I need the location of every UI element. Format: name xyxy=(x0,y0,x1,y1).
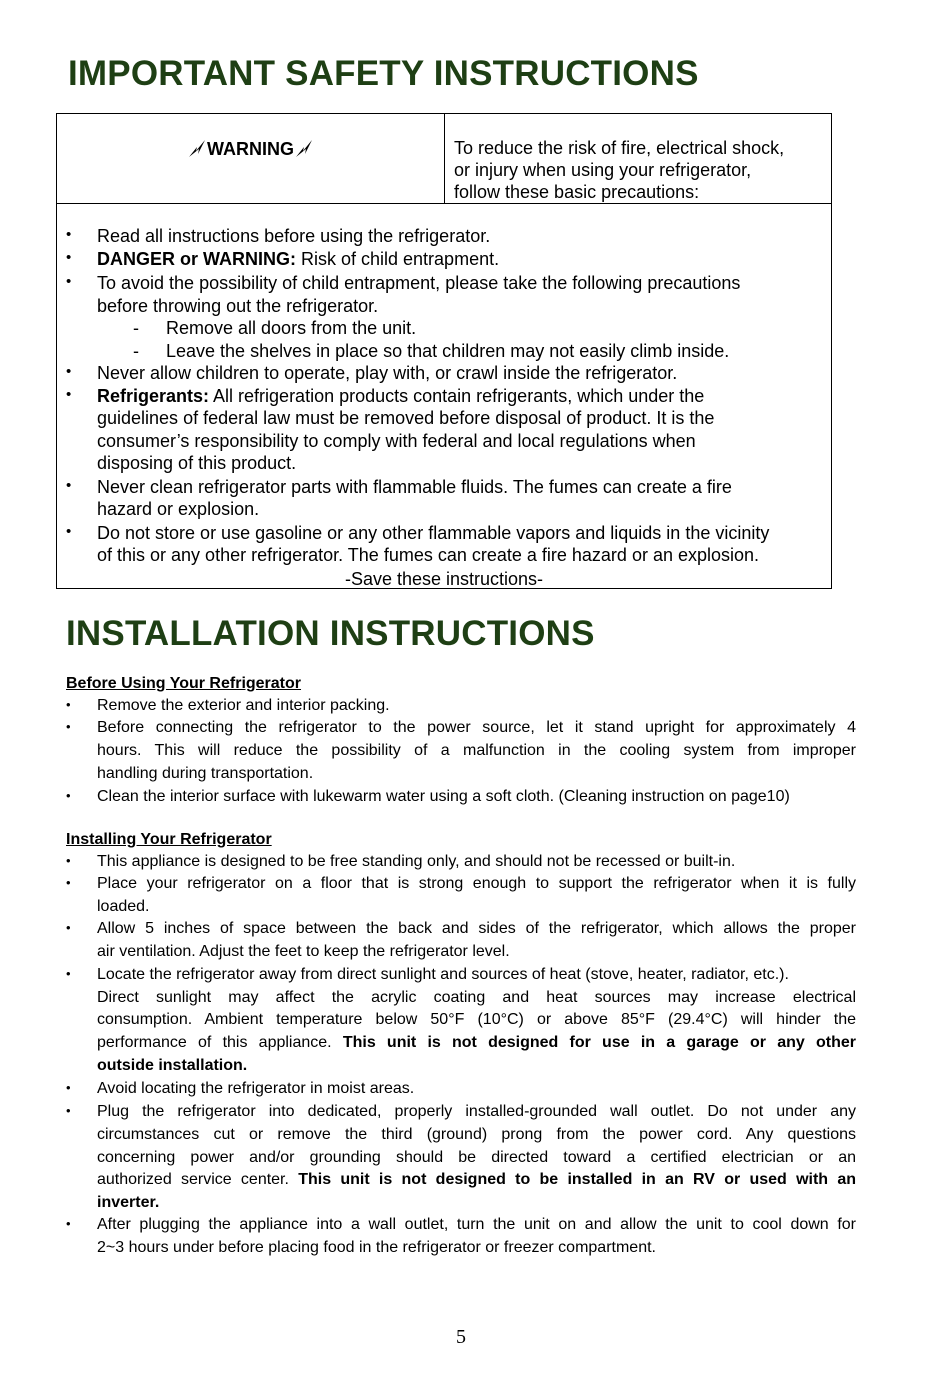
sub-item-dash: - xyxy=(133,318,139,338)
list-item-text: Before connecting the refrigerator to the power source, let it stand upright for approximately 4 xyxy=(97,719,856,736)
list-item-text: This appliance is designed to be free standing only, and should not be recessed or built-in. xyxy=(97,853,736,870)
list-item-text: before throwing out the refrigerator. xyxy=(97,296,379,316)
list-item-text: Plug the refrigerator into dedicated, properly installed-grounded wall outlet. Do not under any xyxy=(97,1103,856,1120)
bullet: • xyxy=(66,226,72,243)
list-item-text: Avoid locating the refrigerator in moist areas. xyxy=(97,1080,415,1097)
sub-item-text: Leave the shelves in place so that children may not easily climb inside. xyxy=(166,341,730,361)
refrigerants-label: Refrigerants: xyxy=(97,386,210,406)
list-item-text: Never allow children to operate, play with, or crawl inside the refrigerator. xyxy=(97,363,678,383)
list-item-text: Locate the refrigerator away from direct sunlight and sources of heat (stove, heater, radiator, etc.). xyxy=(97,966,789,983)
safety-warning-box xyxy=(56,113,832,589)
list-item-text xyxy=(97,1057,247,1075)
warning-precaution-text xyxy=(454,137,824,203)
list-item-text: of this or any other refrigerator. The fumes can create a fire hazard or an explosion. xyxy=(97,545,760,565)
list-item-text: Place your refrigerator on a floor that is strong enough to support the refrigerator when it is fully xyxy=(97,875,856,892)
list-item-text: air ventilation. Adjust the feet to keep the refrigerator level. xyxy=(97,943,510,960)
list-item-text: Read all instructions before using the refrigerator. xyxy=(97,226,491,246)
lightning-icon xyxy=(294,138,314,158)
list-item-text-plain: performance of this appliance. xyxy=(97,1034,343,1051)
bullet: • xyxy=(66,788,71,803)
list-item-text: handling during transportation. xyxy=(97,765,314,782)
bullet: • xyxy=(66,1216,71,1231)
danger-label: DANGER or WARNING: xyxy=(97,249,296,269)
list-item-text: concerning power and/or grounding should be directed toward a certified electrician or an xyxy=(97,1149,856,1166)
list-item-text xyxy=(97,249,499,270)
list-item-text-rest: Risk of child entrapment. xyxy=(296,249,500,269)
bullet: • xyxy=(66,386,72,403)
page-number: 5 xyxy=(456,1326,466,1348)
bullet: • xyxy=(66,920,71,935)
sub-item-text: Remove all doors from the unit. xyxy=(166,318,417,338)
warning-text-line: To reduce the risk of fire, electrical shock, xyxy=(454,138,785,158)
list-item-text: 2~3 hours under before placing food in the refrigerator or freezer compartment. xyxy=(97,1239,656,1256)
before-using-heading: Before Using Your Refrigerator xyxy=(66,675,302,692)
bullet: • xyxy=(66,719,71,734)
rv-warning-text: inverter. xyxy=(97,1194,160,1211)
bullet: • xyxy=(66,249,72,266)
lightning-icon xyxy=(187,138,207,158)
list-item-text xyxy=(97,1034,856,1052)
garage-warning-text: outside installation. xyxy=(97,1057,248,1074)
list-item-text: Do not store or use gasoline or any other flammable vapors and liquids in the vicinity xyxy=(97,523,770,543)
list-item-text-plain: authorized service center. xyxy=(97,1171,299,1188)
list-item-text xyxy=(97,1171,856,1189)
list-item-text: guidelines of federal law must be removed before disposal of product. It is the xyxy=(97,408,715,428)
bullet: • xyxy=(66,1103,71,1118)
list-item-text: Never clean refrigerator parts with flammable fluids. The fumes can create a fire xyxy=(97,477,732,497)
list-item-text: hours. This will reduce the possibility of a malfunction in the cooling system from improper xyxy=(97,742,856,759)
list-item-text: Direct sunlight may affect the acrylic coating and heat sources may increase electrical xyxy=(97,989,856,1006)
header-divider xyxy=(444,114,445,203)
bullet: • xyxy=(66,853,71,868)
list-item-text-rest: All refrigeration products contain refrigerants, which under the xyxy=(209,386,705,406)
list-item-text: After plugging the appliance into a wall outlet, turn the unit on and allow the unit to cool down for xyxy=(97,1216,856,1233)
list-item-text: loaded. xyxy=(97,898,150,915)
bullet: • xyxy=(66,1080,71,1095)
list-item-text: consumption. Ambient temperature below 50°F (10°C) or above 85°F (29.4°C) will hinder the xyxy=(97,1011,856,1028)
rv-warning-text: This unit is not designed to be installed in an RV or used with an xyxy=(298,1171,856,1188)
sub-item-dash: - xyxy=(133,341,139,361)
warning-text-line: follow these basic precautions: xyxy=(454,182,700,202)
warning-label: WARNING xyxy=(207,139,294,159)
list-item-text: consumer’s responsibility to comply with federal and local regulations when xyxy=(97,431,696,451)
list-item-text: Remove the exterior and interior packing. xyxy=(97,697,390,714)
save-instructions-note: -Save these instructions- xyxy=(344,569,544,589)
list-item-text: hazard or explosion. xyxy=(97,499,260,519)
bullet: • xyxy=(66,966,71,981)
bullet: • xyxy=(66,697,71,712)
safety-heading: IMPORTANT SAFETY INSTRUCTIONS xyxy=(68,54,699,93)
bullet: • xyxy=(66,875,71,890)
bullet: • xyxy=(66,363,72,380)
warning-label-cell xyxy=(57,138,444,160)
list-item-text xyxy=(97,386,704,407)
warning-text-line: or injury when using your refrigerator, xyxy=(454,160,752,180)
list-item-text xyxy=(97,1194,159,1212)
bullet: • xyxy=(66,477,72,494)
bullet: • xyxy=(66,273,72,290)
list-item-text: Clean the interior surface with lukewarm water using a soft cloth. (Cleaning instruction on page10) xyxy=(97,788,790,805)
installation-heading: INSTALLATION INSTRUCTIONS xyxy=(66,614,595,653)
list-item-text: To avoid the possibility of child entrapment, please take the following precautions xyxy=(97,273,741,293)
list-item-text: circumstances cut or remove the third (ground) prong from the power cord. Any questions xyxy=(97,1126,856,1143)
list-item-text: Allow 5 inches of space between the back and sides of the refrigerator, which allows the proper xyxy=(97,920,856,937)
garage-warning-text: This unit is not designed for use in a garage or any other xyxy=(342,1034,856,1051)
installing-heading: Installing Your Refrigerator xyxy=(66,831,272,848)
bullet: • xyxy=(66,523,72,540)
list-item-text: disposing of this product. xyxy=(97,453,297,473)
